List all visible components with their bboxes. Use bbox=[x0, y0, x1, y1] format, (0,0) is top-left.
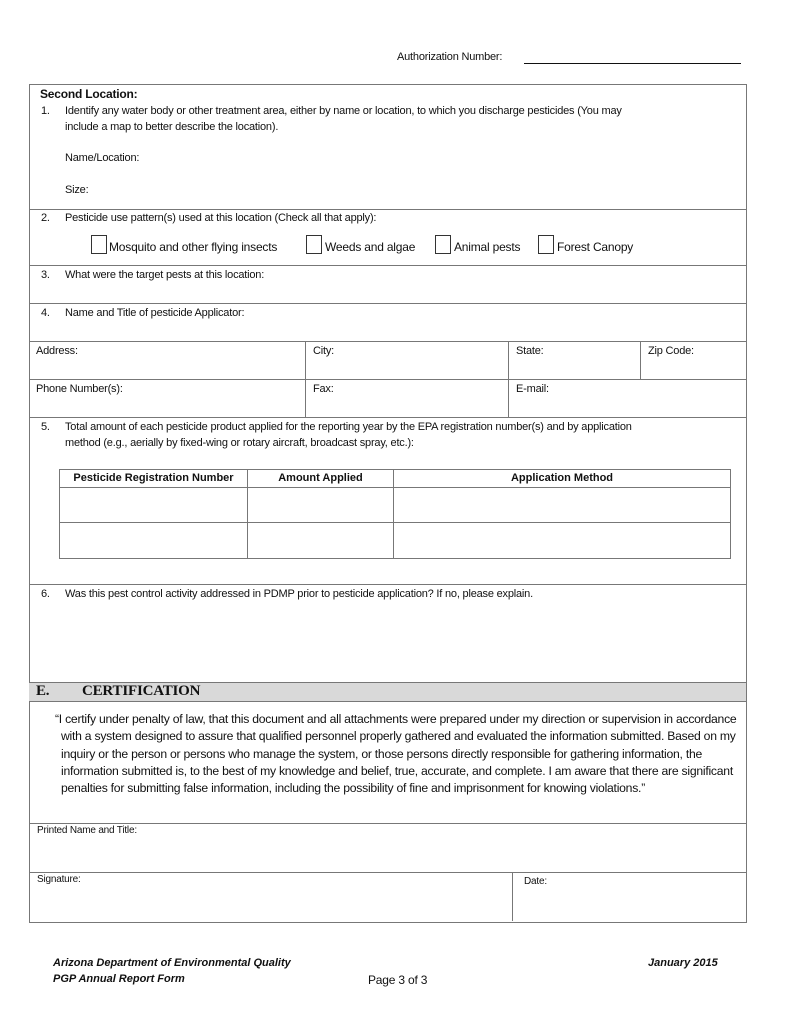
authorization-label: Authorization Number: bbox=[397, 51, 503, 63]
email-label: E-mail: bbox=[516, 383, 549, 395]
footer-form-name: PGP Annual Report Form bbox=[53, 973, 185, 985]
q3-number: 3. bbox=[41, 269, 50, 281]
q1-text-2: include a map to better describe the location). bbox=[65, 121, 279, 133]
address-label: Address: bbox=[36, 345, 78, 357]
name-location-label: Name/Location: bbox=[65, 152, 140, 164]
q3-text: What were the target pests at this location: bbox=[65, 269, 265, 281]
signature-field[interactable] bbox=[30, 890, 510, 920]
date-field[interactable] bbox=[514, 890, 744, 920]
q5-number: 5. bbox=[41, 421, 50, 433]
checkbox-forest-canopy[interactable] bbox=[538, 235, 554, 254]
column-header-method: Application Method bbox=[510, 472, 614, 484]
q2-text: Pesticide use pattern(s) used at this location (Check all that apply): bbox=[65, 212, 377, 224]
footer-date: January 2015 bbox=[648, 957, 718, 969]
column-header-amount: Amount Applied bbox=[278, 472, 363, 484]
signature-label: Signature: bbox=[37, 874, 81, 885]
size-label: Size: bbox=[65, 184, 89, 196]
column-header-registration: Pesticide Registration Number bbox=[73, 472, 234, 484]
checkbox-mosquito[interactable] bbox=[91, 235, 107, 254]
printed-name-label: Printed Name and Title: bbox=[37, 825, 137, 836]
state-label: State: bbox=[516, 345, 544, 357]
certification-paragraph: “I certify under penalty of law, that this document and all attachments were prepared under my direction or supervision in accordance with a system designed to assure that qualified personnel properly gathered and evaluated the information submitted. Based on my inquiry or the person or persons who manage the system, or those persons directly responsible for gathering information, the information submitted is, to the best of my knowledge and belief, true, accurate, and complete. I am aware that there are significant penalties for submitting false information, including the possibility of fine and imprisonment for knowing violations.” bbox=[55, 712, 737, 796]
q2-number: 2. bbox=[41, 212, 50, 224]
q6-number: 6. bbox=[41, 588, 50, 600]
q4-number: 4. bbox=[41, 307, 50, 319]
applicator-field[interactable] bbox=[280, 304, 740, 340]
section-title: Second Location: bbox=[40, 87, 138, 101]
q6-text: Was this pest control activity addressed in PDMP prior to pesticide application? If no, please explain. bbox=[65, 588, 533, 600]
phone-label: Phone Number(s): bbox=[36, 383, 123, 395]
certification-title: CERTIFICATION bbox=[82, 683, 201, 699]
checkbox-weeds[interactable] bbox=[306, 235, 322, 254]
target-pests-field[interactable] bbox=[300, 266, 740, 302]
pdmp-explanation-field[interactable] bbox=[60, 606, 740, 678]
zip-label: Zip Code: bbox=[648, 345, 694, 357]
city-label: City: bbox=[313, 345, 335, 357]
footer-agency: Arizona Department of Environmental Quality bbox=[53, 957, 291, 969]
size-field[interactable] bbox=[100, 180, 740, 200]
option-mosquito-label: Mosquito and other flying insects bbox=[109, 240, 278, 254]
q5-text-2: method (e.g., aerially by fixed-wing or rotary aircraft, broadcast spray, etc.): bbox=[65, 437, 414, 449]
option-forest-canopy-label: Forest Canopy bbox=[557, 240, 634, 254]
checkbox-animal-pests[interactable] bbox=[435, 235, 451, 254]
option-animal-pests-label: Animal pests bbox=[454, 240, 521, 254]
q1-number: 1. bbox=[41, 105, 50, 117]
section-letter: E. bbox=[36, 683, 50, 699]
option-weeds-label: Weeds and algae bbox=[325, 240, 416, 254]
q1-text: Identify any water body or other treatment area, either by name or location, to which you discharge pesticides (You may bbox=[65, 105, 622, 117]
page-number: Page 3 of 3 bbox=[368, 973, 428, 987]
certification-text bbox=[55, 711, 745, 797]
printed-name-field[interactable] bbox=[30, 840, 744, 870]
name-location-field[interactable] bbox=[160, 148, 740, 168]
fax-label: Fax: bbox=[313, 383, 334, 395]
authorization-number-field[interactable] bbox=[524, 63, 741, 64]
date-label: Date: bbox=[524, 876, 547, 887]
q5-text: Total amount of each pesticide product applied for the reporting year by the EPA registration number(s) and by application bbox=[65, 421, 632, 433]
q4-text: Name and Title of pesticide Applicator: bbox=[65, 307, 245, 319]
